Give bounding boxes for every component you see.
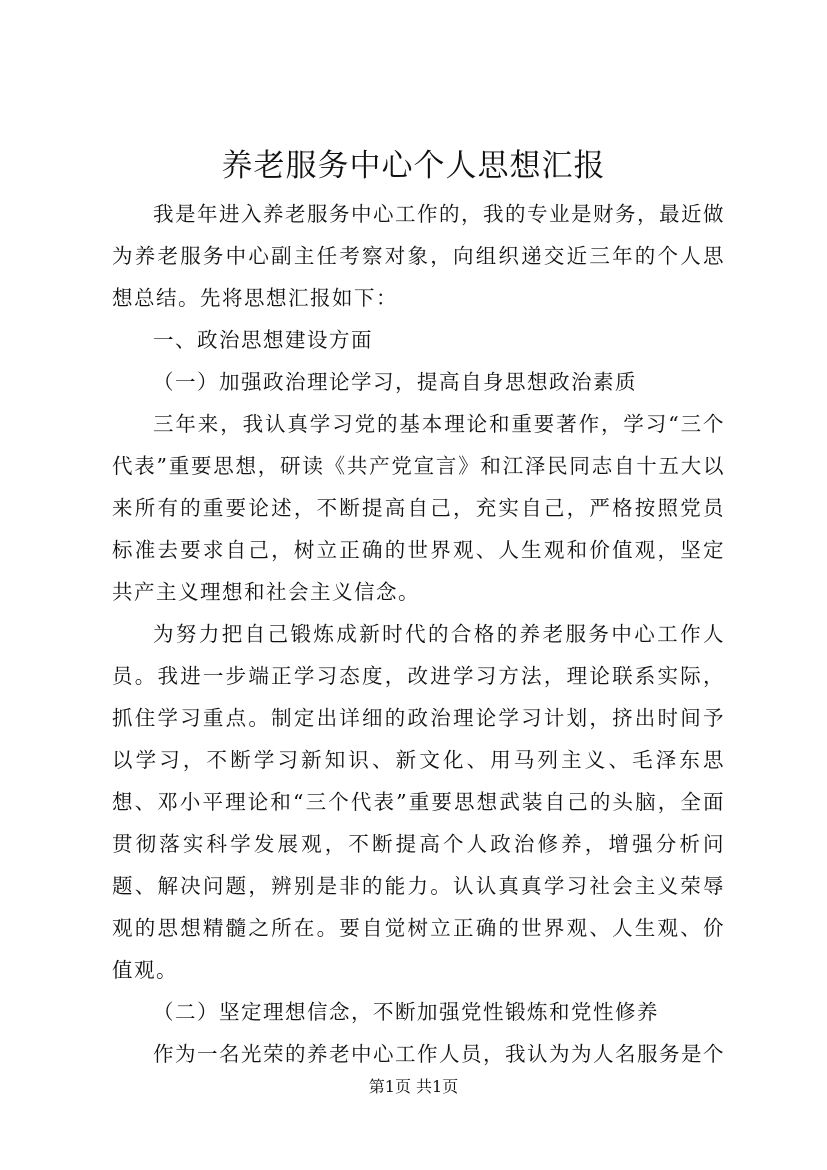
document-body	[112, 193, 725, 1075]
subsection-heading-1: （一）加强政治理论学习，提高自身思想政治素质	[153, 370, 637, 394]
paragraph-self-improvement: 为努力把自己锻炼成新时代的合格的养老服务中心工作人员。我进一步端正学习态度，改进学习方法，理论联系实际，抓住学习重点。制定出详细的政治理论学习计划，挤出时间予以学习，不断学习新知识、新文化、用马列主义、毛泽东思想、邓小平理论和“三个代表”重要思想武装自己的头脑，全面贯彻落实科学发展观，不断提高个人政治修养，增强分析问题、解决问题，辨别是非的能力。认认真真学习社会主义荣辱观的思想精髓之所在。要自觉树立正确的世界观、人生观、价值观。	[112, 622, 725, 982]
subsection-heading-2: （二）坚定理想信念，不断加强党性锻炼和党性修养	[153, 1000, 659, 1024]
paragraph-theory-study: 三年来，我认真学习党的基本理论和重要著作，学习“三个代表”重要思想，研读《共产党宣言》和江泽民同志自十五大以来所有的重要论述，不断提高自己，充实自己，严格按照党员标准去要求自己，树立正确的世界观、人生观和价值观，坚定共产主义理想和社会主义信念。	[112, 412, 725, 604]
paragraph-intro: 我是年进入养老服务中心工作的，我的专业是财务，最近做为养老服务中心副主任考察对象，向组织递交近三年的个人思想总结。先将思想汇报如下：	[112, 202, 725, 310]
section-heading-political: 一、政治思想建设方面	[153, 328, 373, 352]
page-number-footer: 第1页 共1页	[368, 1077, 459, 1096]
paragraph-service: 作为一名光荣的养老中心工作人员，我认为为人名服务是个	[153, 1042, 725, 1066]
document-title: 养老服务中心个人思想汇报	[221, 148, 606, 184]
